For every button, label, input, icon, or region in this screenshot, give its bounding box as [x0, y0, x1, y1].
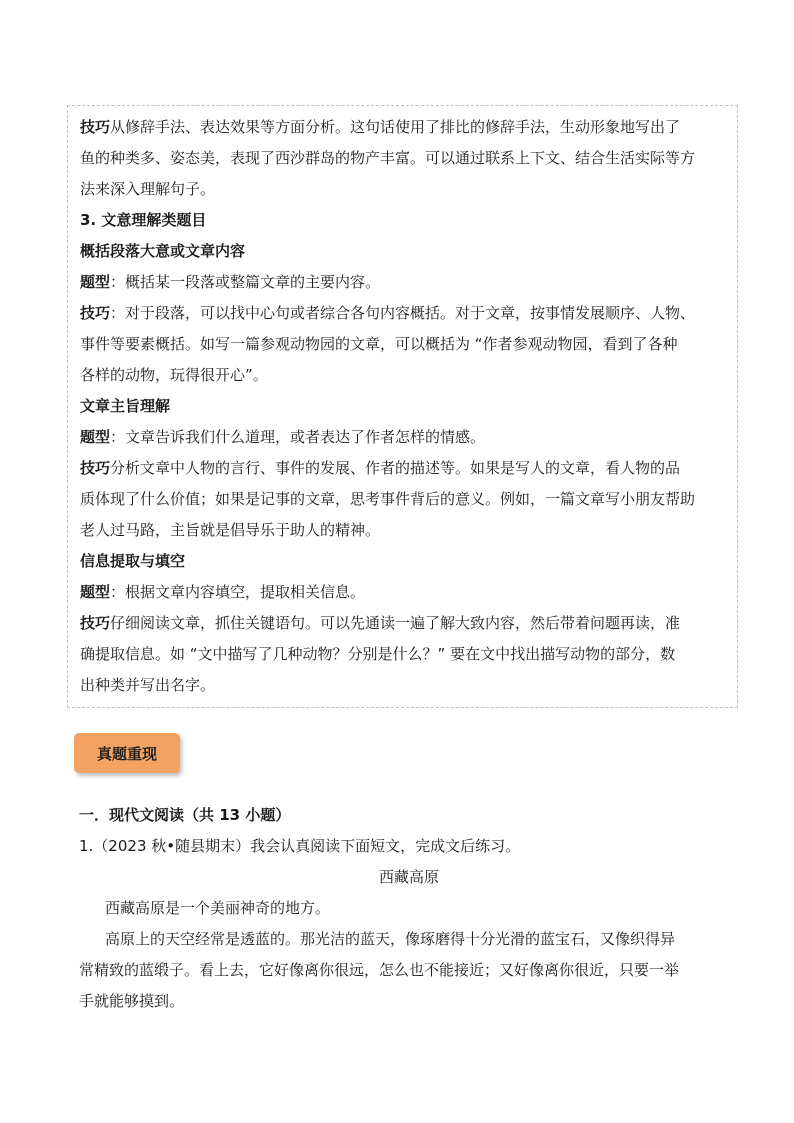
tip-text: ：概括某一段落或整篇文章的主要内容。	[110, 273, 381, 291]
tip-text: ：文章告诉我们什么道理，或者表达了作者怎样的情感。	[110, 428, 486, 446]
tip-label: 技巧	[80, 304, 111, 322]
tip-label: 技巧	[80, 118, 111, 136]
type-label: 题型	[80, 273, 111, 291]
subheading-summary: 概括段落大意或文章内容	[80, 242, 246, 260]
tips-line-19	[80, 670, 727, 701]
tips-line-18	[80, 639, 727, 670]
passage-title: 西藏高原	[378, 868, 439, 886]
type-label: 题型	[80, 583, 111, 601]
tips-line-13	[80, 484, 727, 515]
tips-line-1	[80, 112, 727, 143]
section-banner: 真题重现	[74, 733, 180, 773]
tips-line-17	[80, 608, 727, 639]
tip-text: 确提取信息。如 “文中描写了几种动物？分别是什么？” 要在文中找出描写动物的部分，数	[80, 645, 676, 663]
tip-text: ：根据文章内容填空，提取相关信息。	[110, 583, 366, 601]
tips-line-7	[80, 298, 727, 329]
tip-label: 技巧	[80, 459, 111, 477]
tip-text: ：对于段落，可以找中心句或者综合各句内容概括。对于文章，按事情发展顺序、人物、	[110, 304, 696, 322]
question-stem: 1.（2023 秋•随县期末）我会认真阅读下面短文，完成文后练习。	[79, 837, 521, 855]
tip-text: 法来深入理解句子。	[80, 180, 216, 198]
tip-text: 事件等要素概括。如写一篇参观动物园的文章，可以概括为 “作者参观动物园，看到了各种	[80, 335, 678, 353]
tip-text: 仔细阅读文章，抓住关键语句。可以先通读一遍了解大致内容，然后带着问题再读，准	[110, 614, 681, 632]
tip-text: 鱼的种类多、姿态美，表现了西沙群岛的物产丰富。可以通过联系上下文、结合生活实际等方	[80, 149, 696, 167]
passage-paragraph: 西藏高原是一个美丽神奇的地方。	[105, 899, 331, 917]
tip-text: 分析文章中人物的言行、事件的发展、作者的描述等。如果是写人的文章，看人物的品	[110, 459, 681, 477]
tip-text: 老人过马路，主旨就是倡导乐于助人的精神。	[80, 521, 381, 539]
type-label: 题型	[80, 428, 111, 446]
subheading-theme: 文章主旨理解	[80, 397, 171, 415]
tip-text: 从修辞手法、表达效果等方面分析。这句话使用了排比的修辞手法，生动形象地写出了	[110, 118, 681, 136]
tip-text: 出种类并写出名字。	[80, 676, 216, 694]
reading-section	[79, 800, 739, 1017]
passage-paragraph: 高原上的天空经常是透蓝的。那光洁的蓝天，像琢磨得十分光滑的蓝宝石，又像织得异	[105, 930, 676, 948]
tips-line-12	[80, 453, 727, 484]
section-heading: 一．现代文阅读（共 13 小题）	[79, 806, 291, 824]
tips-line-6	[80, 267, 727, 298]
tips-line-3	[80, 174, 727, 205]
tip-text: 各样的动物，玩得很开心”。	[80, 366, 268, 384]
tips-line-9	[80, 360, 727, 391]
passage-paragraph: 常精致的蓝缎子。看上去，它好像离你很远，怎么也不能接近；又好像离你很近，只要一举	[79, 961, 680, 979]
tip-label: 技巧	[80, 614, 111, 632]
category-heading-3: 3. 文意理解类题目	[80, 211, 207, 229]
tips-line-11	[80, 422, 727, 453]
tips-line-16	[80, 577, 727, 608]
passage-paragraph: 手就能够摸到。	[79, 992, 185, 1010]
tips-line-14	[80, 515, 727, 546]
subheading-extraction: 信息提取与填空	[80, 552, 186, 570]
tips-line-2	[80, 143, 727, 174]
tips-box	[67, 105, 738, 708]
tips-line-8	[80, 329, 727, 360]
tip-text: 质体现了什么价值；如果是记事的文章，思考事件背后的意义。例如，一篇文章写小朋友帮助	[80, 490, 696, 508]
